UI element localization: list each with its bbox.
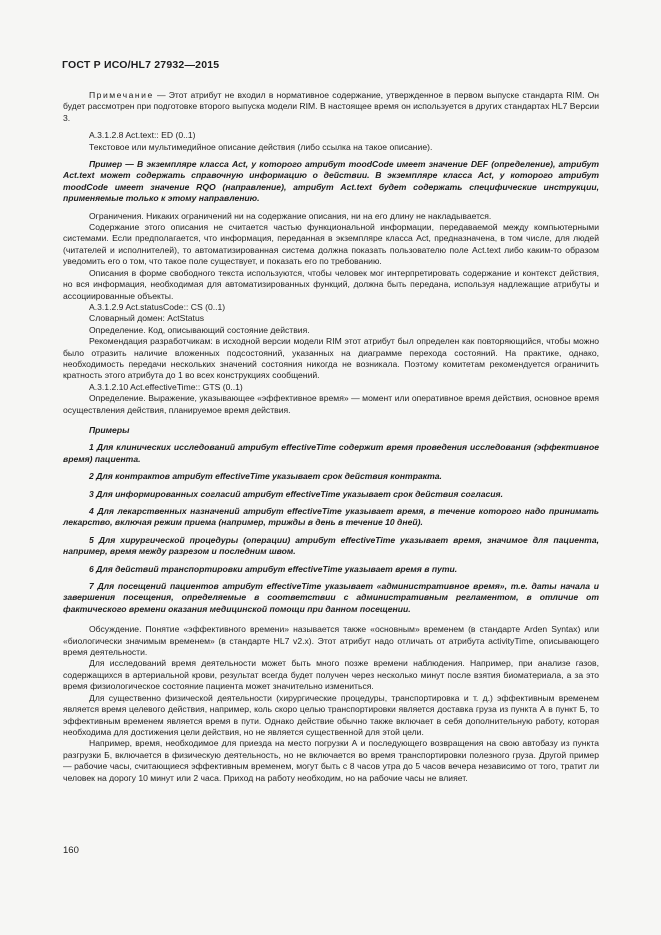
- paragraph: Словарный домен: ActStatus: [89, 313, 205, 324]
- paragraph: Текстовое или мультимедийное описание действия (либо ссылка на такое описание).: [89, 141, 433, 152]
- paragraph: Определение. Выражение, указывающее «эффективное время» — момент или оперативное время действия, основное время осуществления действия, планируемое время действия.: [63, 393, 599, 415]
- note-paragraph: [63, 90, 599, 124]
- example-item: 1 Для клинических исследований атрибут effectiveTime содержит время проведения исследования (эффективное время) пациента.: [63, 442, 599, 464]
- section-heading-status-code: A.3.1.2.9 Act.statusCode:: CS (0..1): [89, 301, 226, 312]
- example-item: 7 Для посещений пациентов атрибут effectiveTime указывает «административное время», т.е. даты начала и завершения посещения, определяемые в соответствии с административным регламентом, в отличие от фактического времени оказания медицинской помощи при данном посещении.: [63, 581, 599, 614]
- paragraph: Ограничения. Никаких ограничений ни на содержание описания, ни на его длину не накладывается.: [89, 210, 492, 221]
- paragraph: Для исследований время деятельности может быть много позже времени наблюдения. Например, при анализе газов, содержащихся в артериальной крови, результат всегда будет получен через несколько минут после взятия биоматериала, а за это время физиологическое состояние пациента может значительно измениться.: [63, 658, 599, 692]
- section-heading-effective-time: A.3.1.2.10 Act.effectiveTime:: GTS (0..1): [89, 381, 243, 392]
- example-item: 2 Для контрактов атрибут effectiveTime указывает срок действия контракта.: [89, 471, 442, 482]
- page-number: 160: [63, 845, 79, 856]
- examples-heading: Примеры: [89, 424, 130, 435]
- paragraph: Для существенно физической деятельности (хирургические процедуры, транспортировка и т. д.) эффективным временем является время целевого действия, например, коль скоро целью транспортировки является доставка груза из пункта А в пункт Б, то эффективным временем является время в пути. Однако действие обычно также включает в себя дополнительную работу, которая необходима для достижения цели действия, но не является существенной для этой цели.: [63, 692, 599, 737]
- paragraph: Например, время, необходимое для приезда на место погрузки А и последующего возвращения на свою автобазу из пункта разгрузки Б, включается в физическую деятельность, но не включается во время транспортировки полезного груза. Другой пример — рабочие часы, считающиеся эффективным временем, могут быть с 8 часов утра до 5 часов вечера независимо от того, тратит ли человек на дорогу 10 минут или 2 часа. Приход на работу необходим, но на рабочие часы не влияет.: [63, 738, 599, 783]
- example-paragraph: Пример — В экземпляре класса Act, у которого атрибут moodCode имеет значение DEF (определение), атрибут Act.text может содержать справочную информацию о действии. В экземпляре класса Act, у которого атрибут moodCode имеет значение RQO (направление), атрибут Act.text будет содержать специфические инструкции, применяемые только к этому направлению.: [63, 159, 599, 204]
- paragraph: Обсуждение. Понятие «эффективного времени» называется также «основным» временем (в стандарте Arden Syntax) или «биологически значимым временем» (в стандарте HL7 v2.x). Этот атрибут надо отличать от атрибута activityTime, описывающего время деятельности.: [63, 624, 599, 658]
- example-item: 3 Для информированных согласий атрибут effectiveTime указывает срок действия согласия.: [89, 488, 503, 499]
- note-text: — Этот атрибут не входил в нормативное содержание, утвержденное в первом выпуске стандарта RIM. Он будет рассмотрен при подготовке второго выпуска модели RIM. В настоящее время он используется в других стандартах HL7 Версии 3.: [63, 90, 599, 123]
- note-label: Примечание: [89, 90, 154, 100]
- example-item: 4 Для лекарственных назначений атрибут effectiveTime указывает время, в течение которого надо принимать лекарство, включая режим приема (например, трижды в день в течение 10 дней).: [63, 506, 599, 528]
- paragraph: Содержание этого описания не считается частью функциональной информации, передаваемой между компьютерными системами. Если предполагается, что информация, переданная в экземпляре класса Act, предназначена, в том числе, для людей (читателей и исполнителей), то автоматизированная система должна показать пользователю поле Act.text либо каким-то образом уведомить его о том, что такое поле существует, и показать его по требованию.: [63, 222, 599, 267]
- paragraph: Определение. Код, описывающий состояние действия.: [89, 324, 310, 335]
- paragraph: Описания в форме свободного текста используются, чтобы человек мог интерпретировать содержание и контекст действия, но вся информация, необходимая для автоматизированных функций, должна быть передана, используя надлежащие атрибуты и ассоциированные объекты.: [63, 267, 599, 301]
- document-header: ГОСТ Р ИСО/HL7 27932—2015: [62, 59, 220, 71]
- paragraph: Рекомендация разработчикам: в исходной версии модели RIM этот атрибут был определен как повторяющийся, чтобы можно было отразить наличие вложенных подсостояний, указанных на диаграмме перехода состояний. На практике, однако, необходимость передачи нескольких значений состояния никогда не возникала. Поэтому комитетам рекомендуется ограничить кратность этого атрибута до 1 во всех конструкциях сообщений.: [63, 336, 599, 381]
- example-item: 6 Для действий транспортировки атрибут effectiveTime указывает время в пути.: [89, 563, 458, 574]
- example-item: 5 Для хирургической процедуры (операции) атрибут effectiveTime указывает время, значимое для пациента, например, время между разрезом и последним швом.: [63, 534, 599, 557]
- section-heading-act-text: A.3.1.2.8 Act.text:: ED (0..1): [89, 130, 196, 141]
- document-body: [63, 90, 599, 784]
